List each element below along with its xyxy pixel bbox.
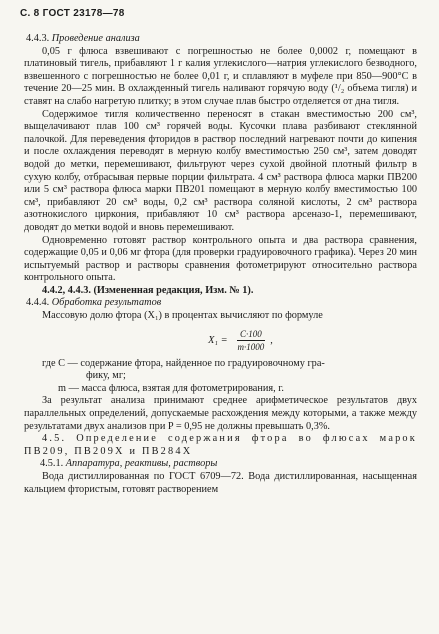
formula-lhs: X₁ = <box>208 334 228 346</box>
section-title: Обработка результатов <box>51 297 162 309</box>
paragraph-dissolution: Содержимое тигля количественно переносят в стакан вместимостью 200 см³, выщелачивают плав 100 см³ горячей воды. Кусочки плава разбивают стеклянной палочкой. Для переведения фторидов в раствор последний нагревают почти до кипения и после охлаждения переводят в мерную колбу вместимостью 250 см³, затем доводят водой до метки, перемешивают, фильтруют через сухой двойной плотный фильтр в сухую колбу, отбрасывая первые порции фильтрата. 4 см³ раствора флюса марки ПВ200 или 5 см³ раствора флюса марки ПВ201 помещают в мерную колбу вместимостью 100 см³, прибавляют 20 см³ воды, 0,2 см³ раствора соляной кислоты, 2 см³ раствора азотнокислого циркония, прибавляют 10 см³ раствора арсеназо-1, перемешивают, доводят до метки водой и вновь перемешивают. <box>24 108 417 233</box>
page-header: С. 8 ГОСТ 23178—78 <box>20 8 125 19</box>
definition-c-lead: где C — содержание фтора, найденное по градуировочному гра- <box>42 357 325 369</box>
section-number: 4.4.3. <box>26 33 50 44</box>
paragraph-water: Вода дистиллированная по ГОСТ 6709—72. Вода дистиллированная, насыщенная кальцием фтористым, готовят растворением <box>24 471 417 495</box>
paragraph-result: За результат анализа принимают среднее арифметическое результатов двух параллельных определений, допускаемые расхождения между которыми, а также между результатами двух анализов при P = 0,95 не должны превышать 0,3%. <box>24 395 417 432</box>
formula-denominator: m·1000 <box>237 341 265 352</box>
section-number: 4.4.4. <box>26 297 50 309</box>
section-heading-4-5-1 <box>40 458 417 471</box>
definition-c-cont: фику, мг; <box>86 370 126 382</box>
section-heading-4-4-3 <box>26 33 417 46</box>
formula-tail: , <box>270 334 273 346</box>
paragraph-formula-intro: Массовую долю фтора (X₁) в процентах вычисляют по формуле <box>42 310 323 322</box>
formula <box>64 329 417 352</box>
definition-m: m — масса флюса, взятая для фотометрирования, г. <box>58 382 284 394</box>
section-title: Проведение анализа <box>51 33 140 44</box>
formula-fraction <box>235 329 268 352</box>
paragraph-control: Одновременно готовят раствор контрольного опыта и два раствора сравнения, содержащие 0,05 и 0,06 мг фтора (для проверки градуировочного графика). Через 20 мин испытуемый раствор и растворы сравнения фотометрируют относительно раствора контрольного опыта. <box>24 234 417 284</box>
section-title: Аппаратура, реактивы, растворы <box>65 458 218 470</box>
definition-c <box>24 358 417 383</box>
section-heading-4-5: 4.5. Определение содержания фтора во флюсах марок ПВ209, ПВ209Х и ПВ284Х <box>24 433 417 457</box>
formula-numerator: C·100 <box>237 329 265 341</box>
amendment-note: 4.4.2, 4.4.3. (Измененная редакция, Изм. № 1). <box>42 284 254 296</box>
section-number: 4.5.1. <box>40 458 64 470</box>
paragraph-fusion: 0,05 г флюса взвешивают с погрешностью не более 0,0002 г, помещают в платиновый тигель, прибавляют 1 г калия углекислого—натрия углекислого безводного, взвешенного с погрешностью не более 0,01 г, и сплавляют в муфеле при 850—900°С в течение 20—25 мин. В охлажденный тигель наливают горячую воду (¹/₂ объема тигля) и ставят на слабо нагретую плитку; в этом случае плав быстро отделяется от дна тигля. <box>24 45 417 107</box>
section-heading-4-4-4 <box>26 297 417 310</box>
